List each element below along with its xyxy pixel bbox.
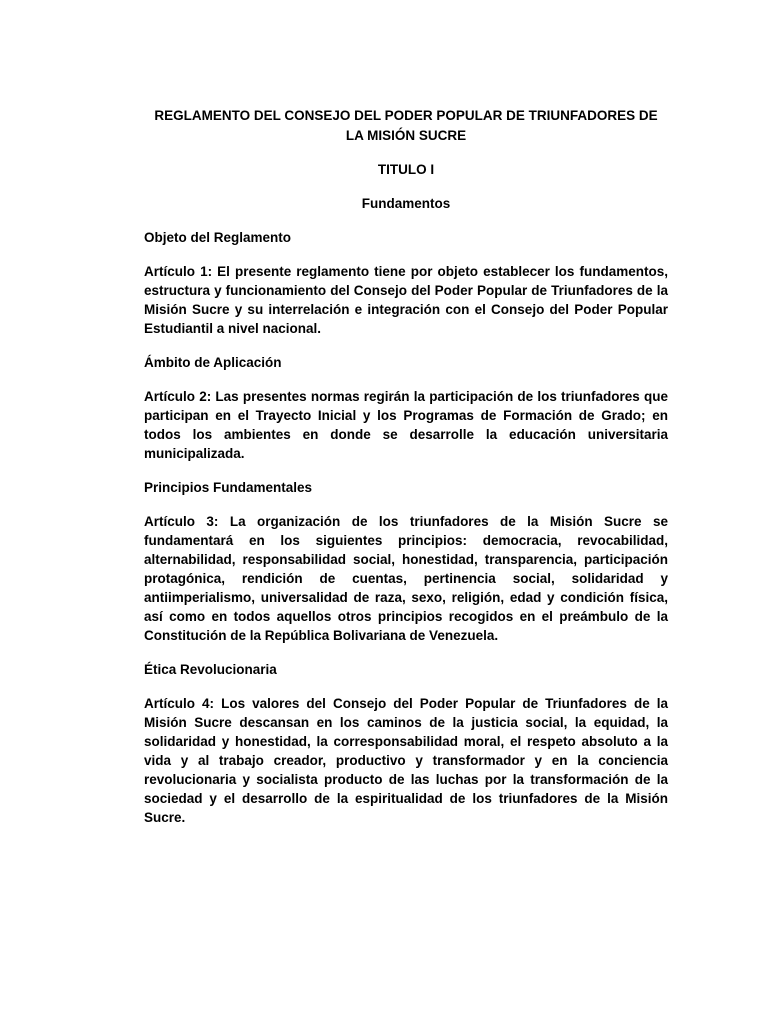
paragraph-articulo-4: Artículo 4: Los valores del Consejo del Poder Popular de Triunfadores de la Misión Sucre descansan en los caminos de la justicia social, la equidad, la solidaridad y honestidad, la corresponsabilidad moral, el respeto absoluto a la vida y al trabajo creador, productivo y transformador y en la conciencia revolucionaria y socialista producto de las luchas por la transformación de la sociedad y el desarrollo de la espiritualidad de los triunfadores de la Misión Sucre.	[144, 696, 668, 825]
heading-objeto-del-reglamento: Objeto del Reglamento	[144, 230, 292, 245]
section-title: TITULO I	[377, 162, 435, 177]
heading-ambito-de-aplicacion: Ámbito de Aplicación	[144, 355, 282, 370]
paragraph-articulo-2: Artículo 2: Las presentes normas regirán la participación de los triunfadores que participan en el Trayecto Inicial y los Programas de Formación de Grado; en todos los ambientes en donde se desarrolle la educación universitaria municipalizada.	[144, 389, 668, 461]
paragraph-articulo-1: Artículo 1: El presente reglamento tiene por objeto establecer los fundamentos, estructura y funcionamiento del Consejo del Poder Popular de Triunfadores de la Misión Sucre y su interrelación e integración con el Consejo del Poder Popular Estudiantil a nivel nacional.	[144, 264, 668, 336]
section-subtitle: Fundamentos	[361, 196, 451, 211]
heading-principios-fundamentales: Principios Fundamentales	[144, 480, 313, 495]
document-title: REGLAMENTO DEL CONSEJO DEL PODER POPULAR DE TRIUNFADORES DE LA MISIÓN SUCRE	[154, 108, 658, 143]
paragraph-articulo-3: Artículo 3: La organización de los triunfadores de la Misión Sucre se fundamentará en los siguientes principios: democracia, revocabilidad, alternabilidad, responsabilidad social, honestidad, transparencia, participación protagónica, rendición de cuentas, pertinencia social, solidaridad y antiimperialismo, universalidad de raza, sexo, religión, edad y condición física, así como en todos aquellos otros principios recogidos en el preámbulo de la Constitución de la República Bolivariana de Venezuela.	[144, 514, 668, 643]
heading-etica-revolucionaria: Ética Revolucionaria	[144, 662, 277, 677]
document-content	[144, 106, 668, 842]
